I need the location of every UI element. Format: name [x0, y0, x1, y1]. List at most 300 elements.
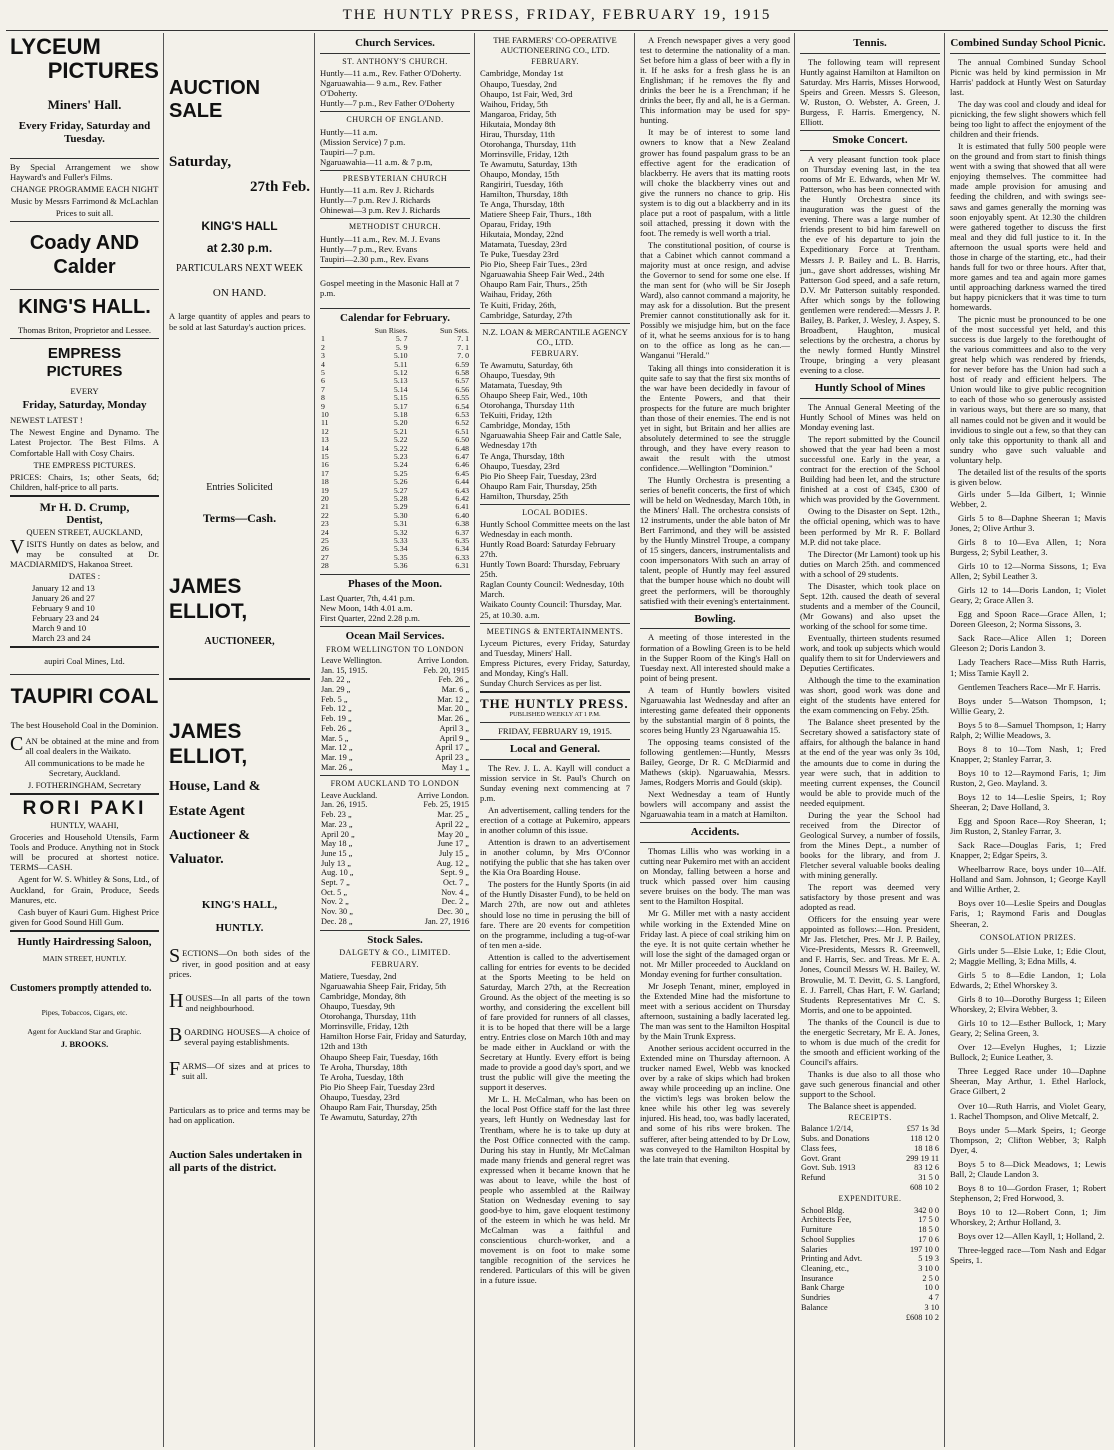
table-row	[800, 1144, 940, 1154]
masthead: THE HUNTLY PRESS, FRIDAY, FEBRUARY 19, 1915	[342, 7, 772, 23]
local-bodies-list: Huntly School Committee meets on the last Wednesday in each month. Huntly Road Board: Saturday February 27th. Huntly Town Board: Thursday, February 25th. Raglan County Council: Wednesday, 10th March. Waikato County Council: Thursday, Mar. 25, at 10.30. a.m.	[480, 519, 630, 620]
table-cell: 17 5 0	[918, 1215, 939, 1225]
gospel-meeting: Gospel meeting in the Masonic Hall at 7 p.m.	[320, 277, 460, 298]
table-cell: 5.23	[393, 452, 408, 461]
moon-heading: Phases of the Moon.	[347, 577, 443, 590]
table-cell: Aug. 12 „	[436, 858, 469, 868]
table-cell: 18 18 6	[914, 1143, 939, 1153]
empress-newest: NEWEST LATEST !	[10, 415, 83, 426]
table-cell: Class fees,	[801, 1143, 837, 1153]
sports-result: Girls 5 to 8—Edie Landon, 1; Lola Edwards, 2; Ethel Whorskey 3.	[950, 970, 1106, 991]
table-cell: Jan. 22 „	[321, 675, 351, 685]
school-item: The thanks of the Council is due to the energetic Secretary, Mr E. A. Jones, to whom is due much of the credit for the smooth and efficient working of the Council's affairs.	[800, 1016, 940, 1067]
table-row	[800, 1293, 940, 1303]
auction-on-hand: ON HAND.	[212, 286, 267, 299]
table-cell: Dec. 2 „	[441, 897, 469, 907]
table-header-cell: Sun Sets.	[439, 325, 469, 335]
table-cell: 5.33	[393, 536, 408, 546]
table-cell: Aug. 10 „	[321, 868, 354, 878]
table-cell: July 15 „	[439, 848, 469, 858]
table-cell: 4 7	[928, 1293, 939, 1303]
kings-hall-proprietor: Thomas Briton, Proprietor and Lessee.	[17, 325, 152, 336]
farmers-heading: THE FARMERS' CO-OPERATIVE AUCTIONEERING CO., LTD.	[493, 35, 617, 56]
table-cell: 17 0 6	[918, 1234, 939, 1244]
local-general-item: Mr L. H. McCalman, who has been on the local Post Office staff for the last three years, left Huntly on Wednesday last for Trentham, where he is to take up duty at the Post Office connected with the camp. During his stay in Huntly, Mr McCalman made many friends and general regret was expressed when it became known that he was about to leave, while the host of people who assembled at the Railway Station on Wednesday evening to say good-bye to him, gave eloquent testimony of the esteem in which he was held. Mr McCalman was a faithful and conscientious church-worker, and a movement is on foot to make some tangible recognition of the services he rendered. Particulars of this will be given in a future issue.	[480, 1094, 630, 1286]
lyceum-days: Every Friday, Saturday and Tuesday.	[18, 120, 151, 146]
news-item: It may be of interest to some land owners to know that a New Zealand grower has found paspalum grass to be an effective agent for the eradication of blackberry. He avers that its matting roots will choke the blackberry vines out and give the runners no chance to grip. His system is to dig out a blackberry and in its place put a root of paspalum, with a little soil attached, pressing it down with the foot. The remedy is well worth a trial.	[640, 127, 790, 238]
table-cell: 3	[321, 351, 325, 361]
table-row	[320, 675, 470, 685]
tennis-heading: Tennis.	[853, 37, 887, 49]
table-row	[320, 810, 470, 820]
sports-result: Over 10—Ruth Harris, and Violet Geary, 1. Rachel Thompson, and Olive Metcalf, 2.	[950, 1100, 1106, 1121]
table-row	[320, 907, 470, 917]
school-item: The report submitted by the Council showed that the year had been a most successful one. Early in the year, a contract for the erection of the School Building had been let, and the structure finished at a cost of £345, £300 of which was provided by the Government.	[800, 434, 940, 505]
divider	[10, 793, 159, 795]
table-cell: 6.33	[455, 552, 469, 562]
divider	[800, 130, 940, 131]
picnic-item: The day was cool and cloudy and ideal for picnicking, the few slight showers which fell being too light to affect the enjoyment of the children and their friends.	[950, 99, 1106, 140]
table-cell: 19	[321, 485, 329, 495]
presbyterian-heading: PRESBYTERIAN CHURCH	[342, 173, 448, 183]
divider	[800, 53, 940, 54]
divider	[950, 53, 1106, 54]
masthead-rule	[6, 30, 1108, 31]
table-cell: 5.15	[393, 393, 408, 403]
sports-result: Egg and Spoon Race—Roy Sheeran, 1; Jim Ruston, 2, Stanley Farrar, 3.	[950, 816, 1106, 837]
elliot-estate-agent: Estate Agent	[169, 803, 245, 819]
lyceum-special: By Special Arrangement we show Hayward's and Fuller's Films.	[10, 161, 159, 182]
local-general-item: Attention is called to the advertisement calling for entries for events to be decided at the Sports Meeting to be held on Saturday, March 27th, at the Recreation Ground. As the object of the meeting is so worthy, and considering the excellent bill of fare provided for runners of all classes, it is to be hoped that there will be a large entry. Entries close on March 10th and may be made either in Auckland or with the Secretary at Huntly. Every effort is being made to provide a good day's sport, and we trust the public will give the meeting the support it deserves.	[480, 951, 630, 1093]
table-cell: 5.26	[393, 477, 408, 487]
loan-heading: N.Z. LOAN & MERCANTILE AGENCY CO., LTD.	[482, 326, 628, 347]
sports-result: Over 12—Evelyn Hughes, 1; Lizzie Bullock, 2; Eunice Leather, 3.	[950, 1042, 1106, 1063]
hairdressing-agent: Agent for Auckland Star and Graphic.	[27, 1026, 142, 1036]
divider	[169, 678, 310, 680]
lyceum-subtitle: PICTURES	[47, 58, 159, 83]
wellington-london-heading: FROM WELLINGTON TO LONDON	[326, 644, 464, 654]
column-rule	[634, 33, 635, 1447]
table-cell: 5.35	[393, 552, 408, 562]
table-row	[800, 1283, 940, 1293]
table-cell: 7	[321, 384, 325, 394]
sports-result: Girls 5 to 8—Daphne Sheeran 1; Mavis Jones, 2; Olive Arthur 3.	[950, 512, 1106, 533]
smoke-concert-report: A very pleasant function took place on Thursday evening last, in the tea rooms of Mr E. Edwards, when Mr W. Patterson, who has been connected with the Huntly Orchestra since its inauguration was the guest of the evening. There was a large number of friends present to bid him farewell on the eve of his departure to join the Expeditionary Force at Trentham. Messrs J. P. Bailey and L. B. Harris, jun., gave short addresses, wishing Mr Patterson God speed, and a safe return, D.V. Mr Patterson suitably responded. After which songs by the following gentlemen were rendered:—Messrs J. P. Bailey, B. Parker, J. Wesley, J. Aspey, S. Broadbent, Haughton, musical selections by the orchestra, a chorus by the newly formed Huntly Minstrel Troupe, bringing a very pleasant evening to a close.	[800, 154, 940, 376]
table-cell: Oct. 5 „	[321, 887, 348, 897]
farmers-sales: Cambridge, Monday 1st Ohaupo, Tuesday, 2nd Ohaupo, 1st Fair, Wed, 3rd Waihou, Friday, 5th Mangaroa, Friday, 5th Hikutaia, Monday 8th Hirau, Thursday, 11th Otorohanga, Thursday, 11th Morrinsville, Friday, 12th Te Awamutu, Saturday, 13th Ohaupo, Monday, 15th Rangiriri, Tuesday, 16th Hamilton, Thursday, 18th Te Anga, Thursday, 18th Matiere Sheep Fair, Thurs., 18th Oparau, Friday, 19th Hikutaia, Monday, 22nd Matamata, Tuesday, 23rd Te Puke, Tuesday 23rd Pio Pio, Sheep Fair Tues., 23rd Ngaruawahia Sheep Fair Wed., 24th Ohaupo Ram Fair, Thurs., 25th Waihau, Friday, 26th Te Kuiti, Friday, 26th, Cambridge, Saturday, 27th	[480, 68, 605, 320]
school-item: Eventually, thirteen students resumed work, and took up subjects which would qualify them to sit for Underviewers and Deputies Certificates.	[800, 632, 940, 674]
table-cell: 24	[321, 527, 329, 537]
auction-entries: Entries Solicited	[206, 481, 273, 493]
meetings-heading: MEETINGS & ENTERTAINMENTS.	[486, 626, 624, 636]
table-cell: Nov. 4 „	[441, 887, 469, 897]
divider	[800, 398, 940, 399]
table-cell: 5.13	[393, 376, 408, 386]
crump-address: QUEEN STREET, AUCKLAND,	[26, 526, 143, 537]
receipts-heading: RECEIPTS.	[848, 1113, 892, 1123]
divider	[10, 930, 159, 932]
table-cell: 5.17	[393, 401, 408, 411]
farmers-month: FEBRUARY.	[531, 57, 579, 67]
table-cell: Dec. 28 „	[321, 916, 353, 926]
divider	[480, 623, 630, 624]
paper-published: PUBLISHED WEEKLY AT 1 P.M.	[509, 711, 601, 719]
table-row	[800, 1303, 940, 1313]
divider	[480, 691, 630, 693]
elliot-particulars: Particulars as to price and terms may be had on application.	[169, 1104, 310, 1125]
sports-result: Gentlemen Teachers Race—Mr F. Harris.	[958, 681, 1101, 692]
table-cell: 25	[321, 536, 329, 546]
table-cell: School Bldg.	[801, 1205, 845, 1215]
table-cell: 3 10	[924, 1302, 939, 1312]
table-cell: 5 19 3	[918, 1254, 939, 1264]
table-row	[800, 1154, 940, 1164]
table-row	[320, 743, 470, 753]
table-cell: £608 10 2	[905, 1312, 939, 1322]
sports-result: Boys 12 to 14—Leslie Speirs, 1; Roy Sheeran, 2; Dave Holland, 3.	[950, 792, 1106, 813]
auction-terms: Terms—Cash.	[202, 511, 277, 526]
table-cell: 10	[321, 409, 329, 419]
divider	[320, 53, 470, 54]
local-general-heading: Local and General.	[509, 743, 601, 755]
table-header-cell: Leave Wellington.	[321, 655, 382, 665]
local-general-item: Attention is drawn to an advertisement in another column, by Mrs O'Connor notifying the public that she has taken over the Kia Ora Boarding House.	[480, 837, 630, 878]
st-anthony-heading: ST. ANTHONY'S CHURCH.	[342, 56, 448, 66]
local-general-item: An advertisement, calling tenders for the erection of a cottage at Pukemiro, appears in another column of this issue.	[480, 805, 630, 836]
sports-result: Boys 10 to 12—Raymond Faris, 1; Jim Ruston, 2, Geo. Mayland. 3.	[950, 767, 1106, 788]
divider	[640, 609, 790, 610]
table-cell: 5. 7	[395, 334, 408, 344]
rori-kauri: Cash buyer of Kauri Gum. Highest Price given for Good Sound Hill Gum.	[10, 906, 159, 927]
table-cell: 5.34	[393, 544, 408, 554]
table-cell: 5.29	[393, 502, 408, 512]
table-cell: Feb. 26 „	[438, 675, 469, 685]
column-rule	[794, 33, 795, 1447]
divider	[10, 289, 159, 290]
table-row	[320, 562, 470, 570]
table-cell: Salaries	[801, 1244, 828, 1254]
local-general-item: The Rev. J. L. A. Kayll will conduct a mission service in St. Paul's Church on Sunday evening next commencing at 7 p.m.	[480, 762, 630, 803]
table-cell: School Supplies	[801, 1234, 855, 1244]
table-cell: Feb. 26 „	[321, 723, 352, 733]
table-cell: April 3 „	[439, 723, 469, 733]
methodist-times: Huntly—11 a.m., Rev. M. J. Evans Huntly—7 p.m., Rev. Evans Taupiri—2.30 p.m., Rev. Evans	[320, 233, 441, 264]
sports-result: Girls 10 to 12—Norma Sissons, 1; Eva Allen, 2; Sybil Leather 3.	[950, 561, 1106, 582]
table-cell: 15	[321, 452, 329, 461]
table-cell: Mar. 19 „	[321, 752, 353, 762]
table-cell: Mar. 23 „	[321, 819, 353, 829]
divider	[320, 930, 470, 931]
tennis-team: The following team will represent Huntly against Hamilton at Hamilton on Saturday. Mrs Harris, Misses Horwood, Speirs and Green. Messrs S. Gleeson, W. Ruston, O. Webster, A. Green, J. Burgess, F. Harris. Emergency, N. Elliott.	[800, 56, 940, 128]
table-cell: 5.31	[393, 519, 408, 529]
divider	[640, 822, 790, 823]
column-6	[796, 33, 944, 1447]
table-row	[320, 763, 470, 773]
table-row	[800, 1124, 940, 1134]
table-cell: 2	[321, 342, 325, 352]
lyceum-change: CHANGE PROGRAMME EACH NIGHT	[10, 184, 159, 195]
divider	[640, 842, 790, 843]
table-cell: Jan. 29 „	[321, 685, 351, 695]
table-row	[320, 888, 470, 898]
table-cell: 83 12 6	[914, 1163, 939, 1173]
table-cell: 6.53	[455, 409, 469, 419]
table-row	[800, 1245, 940, 1255]
news-item: The constitutional position, of course is that a Cabinet which cannot command a majority must at once resign, and advise the Governor to send for some one else. If the man sent for (who will be Sir Joseph Ward), also cannot command a majority, he may ask for a dissolution. But the present Premier cannot constitutionally ask for it. Possibly we misjudge him, but on the face of it, what he seems anxious for is to hang on to the office as long as he can.—Wanganui "Herald."	[640, 239, 790, 361]
table-cell: 6	[321, 376, 325, 386]
divider	[320, 267, 470, 268]
elliot-auctioneer: AUCTIONEER,	[204, 636, 275, 648]
rori-groceries: Groceries and Household Utensils, Farm Tools and Produce. Anything not in Stock will be procured at shortest notice. TERMS—CASH.	[10, 832, 159, 873]
table-row	[800, 1183, 940, 1193]
table-cell: 11	[321, 418, 329, 428]
table-cell: Mar. 12 „	[437, 694, 469, 704]
church-services-heading: Church Services.	[355, 37, 435, 49]
table-cell: Mar. 26 „	[437, 714, 469, 724]
table-row	[320, 830, 470, 840]
table-cell: 5.24	[393, 460, 408, 470]
divider	[640, 628, 790, 629]
table-cell: 14	[321, 443, 329, 453]
table-cell: Feb. 23 „	[321, 810, 352, 820]
table-row	[320, 724, 470, 734]
sports-result: Three-legged race—Tom Nash and Edgar Speirs, 1.	[950, 1245, 1106, 1266]
crump-profession: Dentist,	[66, 513, 103, 526]
table-cell	[800, 1313, 890, 1323]
table-row	[320, 839, 470, 849]
school-of-mines-heading: Huntly School of Mines	[814, 382, 926, 395]
wellington-london-table	[320, 656, 470, 772]
hairdressing-customers: Customers promptly attended to.	[10, 983, 152, 995]
table-cell: Sept. 9 „	[440, 868, 469, 878]
elliot-huntly: HUNTLY.	[215, 921, 264, 934]
crump-dates: January 12 and 13 January 26 and 27 February 9 and 10 February 23 and 24 March 9 and 10 March 23 and 24	[32, 582, 100, 644]
table-cell: 6.43	[455, 485, 469, 495]
table-cell: 7. 1	[457, 342, 469, 352]
auction-apples: A large quantity of apples and pears to be sold at last Saturday's auction prices.	[169, 311, 310, 332]
news-item: The Huntly Orchestra is presenting a series of benefit concerts, the first of which will be held on Wednesday, March 10th, in the Miners' Hall. The orchestra consists of 12 instruments, under the able baton of Mr Bert Farrimond, and they will be assisted by the Huntly Minstrel Troupe, a company of 15 singers, dancers, instrumentalists and coon impersonators With such an array of talent, people of Huntly may feel assured that the bumper house which no doubt will greet the performers, will be thoroughly satisfied with their evening's entertainment.	[640, 475, 790, 606]
table-cell: 6.54	[455, 401, 469, 411]
table-cell: 31 5 0	[918, 1173, 939, 1182]
table-cell: 26	[321, 544, 329, 554]
school-item: The Balance sheet presented by the Secretary showed a satisfactory state of affairs, for although the balance in hand at the end of the year was only 3s 10d, the amounts due to come in during the year were such, that in addition to meeting current expenses, the Council would be able to provide much of the needed equipment.	[800, 717, 940, 808]
column-2	[165, 33, 314, 1447]
sports-result: Girls under 5—Elsie Luke, 1; Edie Clout, 2; Maggie Melling, 3; Edna Mills, 4.	[950, 945, 1106, 966]
bowling-item: A team of Huntly bowlers visited Ngaruawahia last Wednesday and after an interesting game defeated their opponents by the substantial margin of 8 points, the scores being Huntly 23 Ngaruawahia 15.	[640, 684, 790, 735]
table-cell: 6.38	[455, 519, 469, 529]
table-cell: Balance 1/2/14,	[801, 1124, 854, 1134]
st-anthony-times: Huntly—11 a.m., Rev. Father O'Doherty. Ngaruawahia— 9 a.m., Rev. Father O'Doherty. Huntly—7 p.m., Rev Father O'Doherty	[320, 68, 462, 109]
divider	[480, 722, 630, 723]
taupiri-company: aupiri Coal Mines, Ltd.	[44, 656, 125, 667]
column-3	[316, 33, 474, 1447]
table-cell: Insurance	[801, 1273, 834, 1283]
empress-days: Friday, Saturday, Monday	[22, 398, 147, 411]
table-row	[320, 849, 470, 859]
table-cell: 7. 1	[457, 334, 469, 344]
sports-result: Lady Teachers Race—Miss Ruth Harris, 1; Miss Tamie Kayll 2.	[950, 657, 1106, 678]
table-cell: 5.10	[393, 351, 408, 361]
accidents-heading: Accidents.	[690, 826, 740, 839]
rori-agent: Agent for W. S. Whitley & Sons, Ltd., of Auckland, for Grain, Produce, Seeds Manures, etc.	[10, 874, 159, 905]
column-rule	[314, 33, 315, 1447]
elliot-auction-sales: Auction Sales undertaken in all parts of the district.	[169, 1148, 302, 1174]
picnic-item: The detailed list of the results of the sports is given below.	[950, 466, 1106, 487]
table-cell: 3 10 0	[918, 1263, 939, 1273]
table-row	[320, 695, 470, 705]
sports-result: Boys over 12—Allen Kayll, 1; Holland, 2.	[958, 1231, 1105, 1242]
school-item: The Balance sheet is appended.	[808, 1101, 917, 1112]
table-cell: 27	[321, 552, 329, 562]
local-bodies-heading: LOCAL BODIES.	[522, 507, 588, 517]
table-cell: 20	[321, 494, 329, 504]
table-cell: 5.21	[393, 426, 408, 436]
smoke-concert-heading: Smoke Concert.	[832, 134, 908, 147]
table-cell: 6.42	[455, 494, 469, 504]
auckland-london-heading: FROM AUCKLAND TO LONDON	[330, 779, 460, 789]
table-cell: 21	[321, 502, 329, 512]
table-row	[800, 1215, 940, 1225]
table-cell: 5.11	[394, 359, 408, 369]
empress-prices: PRICES: Chairs, 1s; other Seats, 6d; Children, half-price to all parts.	[10, 471, 159, 492]
receipts-table	[800, 1124, 940, 1192]
kings-hall-title: KING'S HALL.	[18, 295, 151, 318]
sports-result: Sack Race—Alice Allen 1; Doreen Gleeson 2; Doris Landon 3.	[950, 633, 1106, 654]
table-cell: Bank Charge	[801, 1283, 845, 1293]
table-cell: 6.52	[455, 418, 469, 428]
school-item: Officers for the ensuing year were appointed as follows:—Hon. President, Mr Jas. Fletcher, Pres. Mr J. P. Bailey, Vice-Presidents, Messrs R. Greenwell, and F. Harris, Sec. and Treas. Mr E. A. Jones, Council Messrs W. H. Bailey, W. Browulie, M. T. Devitt, G. S. Langford, E. J. Farrell, Chas Hart, F. W. Garland; Students Representatives Mr C. S. Morris, and one to be appointed.	[800, 914, 940, 1015]
column-rule	[944, 33, 945, 1447]
auction-time: at 2.30 p.m.	[206, 240, 273, 255]
news-item: Taking all things into consideration it is quite safe to say that the first six months of the war have been decidedly in favour of the Entente Powers, and that their prospects for the future are much brighter than those of their enemies. The end is not yet in sight, but Britain and her allies are absolutely determined to see the struggle through, and they have every reason to await the result with the utmost confidence.—Wellington "Dominion."	[640, 362, 790, 473]
divider	[10, 495, 159, 497]
picnic-item: The picnic must be pronounced to be one of the most successful yet held, and this success is due largely to the forethought of the various committees and also to the very great help which was rendered by friends, for never before has the Union had such a host of ready and efficient helpers. The Union would like to give public recognition to each of those who so generously assisted in various ways, but there are so many, that all names could not be given and it would be invidious to single out a few, so that they can only take this opportunity to thank all and sundry who gave such valuable and voluntary help.	[950, 314, 1106, 465]
taupiri-best: The best Household Coal in the Dominion.	[10, 719, 159, 730]
table-cell: April 20 „	[321, 829, 355, 839]
table-cell: 5. 9	[395, 342, 408, 352]
table-cell: Jan. 26, 1915.	[321, 800, 368, 810]
hairdressing-pipes: Pipes, Tobaccos, Cigars, etc.	[41, 1008, 128, 1017]
divider	[480, 759, 630, 760]
sports-result: Girls under 5—Ida Gilbert, 1; Winnie Webber, 2.	[950, 488, 1106, 509]
table-row	[800, 1274, 940, 1284]
column-1	[6, 33, 163, 1447]
divider	[320, 574, 470, 575]
table-cell: 18 5 0	[918, 1225, 939, 1235]
auction-day: Saturday,	[169, 153, 232, 170]
divider	[480, 504, 630, 505]
table-cell: Mar. 12 „	[321, 743, 353, 753]
auction-venue: KING'S HALL	[201, 218, 278, 233]
table-cell: April 17 „	[435, 743, 469, 753]
table-cell: Mar. 6 „	[441, 685, 469, 695]
elliot-name: JAMES ELLIOT,	[169, 575, 248, 623]
table-row	[320, 753, 470, 763]
table-cell: 5.14	[393, 384, 408, 394]
column-7	[946, 33, 1110, 1447]
table-cell: Jan. 15, 1915.	[321, 665, 368, 675]
table-cell: Mar. 5 „	[321, 733, 349, 743]
table-cell: 6.59	[455, 359, 469, 369]
table-cell: June 15 „	[321, 848, 353, 858]
table-cell: May 20 „	[437, 829, 469, 839]
table-cell: 4	[321, 359, 325, 369]
elliot-name-2: JAMES ELLIOT,	[169, 720, 248, 768]
presbyterian-times: Huntly—11 a.m. Rev J. Richards Huntly—7 p.m. Rev J. Richards Ohinewai—3 p.m. Rev J. Richards	[320, 185, 441, 216]
divider	[10, 221, 159, 222]
table-cell: 5	[321, 367, 325, 377]
table-cell: 23	[321, 519, 329, 529]
table-cell: 6.40	[455, 510, 469, 520]
table-cell	[800, 1183, 894, 1193]
bowling-item: A meeting of those interested in the formation of a Bowling Green is to be held in the Supper Room of the King's Hall on Tuesday next. All interested should make a point of being present.	[640, 632, 790, 683]
accident-item: Mr G. Miller met with a nasty accident while working in the Extended Mine on Friday last. A piece of coal striking him on the eye. It is not quite certain whether he will lose the sight of the damaged organ or not. Mr Miller proceeded to Auckland on Monday evening for further consultation.	[640, 908, 790, 979]
table-cell: 5.12	[393, 367, 408, 377]
table-cell: 6.58	[455, 367, 469, 377]
table-cell: 10 0	[924, 1283, 939, 1293]
coady-calder: Coady AND Calder	[29, 232, 140, 278]
empress-description: The Newest Engine and Dynamo. The Latest Projector. The Best Films. A Comfortable Hall with Cosy Chairs.	[10, 427, 159, 458]
table-cell: 12	[321, 426, 329, 436]
picnic-item: The annual Combined Sunday School Picnic was held by kind permission in Mr Harris' paddock at Huntly West on Saturday last.	[950, 56, 1106, 97]
local-general-item: The posters for the Huntly Sports (in aid of the Huntly Disaster Fund), to be held on March 27th, are now out and athletes should lose no time in perusing the bill of fare. There are 20 events for competition on the programme, including a tug-of-war of ten men a-side.	[480, 879, 630, 950]
table-cell: 5.28	[393, 494, 408, 504]
table-cell: Refund	[801, 1173, 826, 1182]
table-cell: 5.22	[393, 443, 408, 453]
table-row	[320, 335, 470, 343]
accident-item: Another serious accident occurred in the Extended mine on Thursday afternoon. A trucker named Ewel, Webb was knocked over by a rake of skips which had broken away while proceeding up an incline. One the victim's legs was broken below the knee while his other leg was severely injured. His head, too, was badly lacerated, and some of his ribs were broken. The sufferer, after being attended to by Dr Low, was conveyed to the Hamilton Hospital by the late train that evening.	[640, 1043, 790, 1164]
table-cell: 6.45	[455, 468, 469, 478]
table-cell: Govt. Grant	[801, 1153, 841, 1163]
bowling-item: Next Wednesday a team of Huntly bowlers will accompany and assist the Ngaruawahia team in a match at Hamilton.	[640, 789, 790, 820]
table-row	[320, 714, 470, 724]
school-item: During the year the School had received from the Director of Geological Survey, a number of fossils, from the Mines Dept., a number of books for the library, and from J. Fletcher several valuable books dealing with mining generally.	[800, 809, 940, 881]
table-cell: 6.46	[455, 460, 469, 470]
table-cell: 6.41	[455, 502, 469, 512]
table-row	[800, 1134, 940, 1144]
sports-result: Boys 8 to 10—Tom Nash, 1; Fred Knapper, 2; Stanley Farrar, 3.	[950, 743, 1106, 764]
divider	[320, 775, 470, 776]
auction-particulars: PARTICULARS NEXT WEEK	[175, 262, 303, 274]
table-cell: 118 12 0	[910, 1134, 939, 1144]
table-cell: 6.37	[455, 527, 469, 537]
school-item: The report was deemed very satisfactory by those present and was adopted as read.	[800, 882, 940, 913]
table-cell: 5.27	[393, 485, 408, 495]
school-item: The Annual General Meeting of the Huntly School of Mines was held on Monday evening last.	[800, 401, 940, 433]
table-cell: Printing and Advt.	[801, 1254, 863, 1264]
sports-result: Boys 5 to 8—Dick Meadows, 1; Lewis Ball, 2; Claude Landon 3.	[950, 1158, 1106, 1179]
table-cell: 5.18	[393, 409, 408, 419]
divider	[480, 739, 630, 740]
stock-sales-heading: Stock Sales.	[367, 933, 423, 946]
sports-result: Egg and Spoon Race—Grace Allen, 1; Doreen Gleeson, 2; Norma Sissons, 3.	[950, 609, 1106, 630]
table-cell: Balance	[801, 1302, 828, 1312]
paper-title: THE HUNTLY PRESS.	[480, 696, 629, 712]
table-cell: Dec. 30 „	[437, 907, 469, 917]
table-cell: 6.47	[455, 452, 469, 461]
miners-hall: Miners' Hall.	[47, 97, 122, 112]
column-rule	[163, 33, 164, 1447]
table-cell: July 13 „	[321, 858, 351, 868]
table-row	[320, 704, 470, 714]
table-cell: Feb. 5 „	[321, 694, 348, 704]
table-cell: 8	[321, 393, 325, 403]
bowling-heading: Bowling.	[694, 612, 736, 625]
table-cell: Nov. 2 „	[321, 897, 349, 907]
table-cell: Mar. 20 „	[437, 704, 469, 714]
table-cell: 197 10 0	[909, 1244, 939, 1254]
paper-date: FRIDAY, FEBRUARY 19, 1915.	[498, 725, 612, 736]
